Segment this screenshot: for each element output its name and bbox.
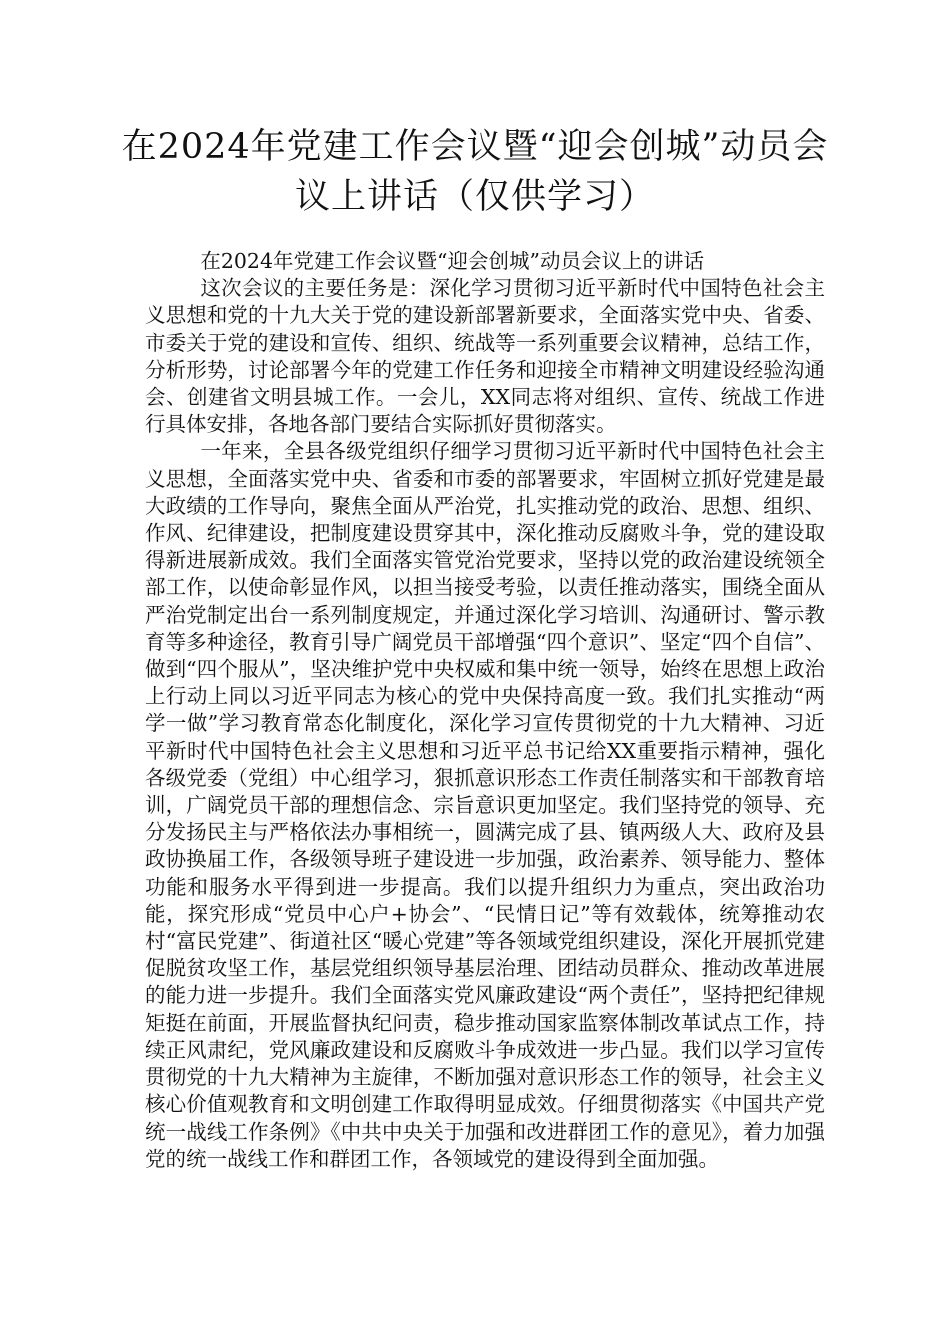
paragraph-tasks: 这次会议的主要任务是：深化学习贯彻习近平新时代中国特色社会主义思想和党的十九大关于党的建设新部署新要求，全面落实党中央、省委、市委关于党的建设和宣传、组织、统战等一系列重要会议精神，总结工作，分析形势，讨论部署今年的党建工作任务和迎接全市精神文明建设经验沟通会、创建省文明县城工作。一会儿，XX同志将对组织、宣传、统战工作进行具体安排，各地各部门要结合实际抓好贯彻落实。 [145,276,825,437]
paragraph-review: 一年来，全县各级党组织仔细学习贯彻习近平新时代中国特色社会主义思想，全面落实党中央、省委和市委的部署要求，牢固树立抓好党建是最大政绩的工作导向，聚焦全面从严治党，扎实推动党的政治、思想、组织、作风、纪律建设，把制度建设贯穿其中，深化推动反腐败斗争，党的建设取得新进展新成效。我们全面落实管党治党要求，坚持以党的政治建设统领全部工作，以使命彰显作风，以担当接受考验，以责任推动落实，围绕全面从严治党制定出台一系列制度规定，并通过深化学习培训、沟通研讨、警示教育等多种途径，教育引导广阔党员干部增强“四个意识”、坚定“四个自信”、做到“四个服从”，坚决维护党中央权威和集中统一领导，始终在思想上政治上行动上同以习近平同志为核心的党中央保持高度一致。我们扎实推动“两学一做”学习教育常态化制度化，深化学习宣传贯彻党的十九大精神、习近平新时代中国特色社会主义思想和习近平总书记给XX重要指示精神，强化各级党委（党组）中心组学习，狠抓意识形态工作责任制落实和干部教育培训，广阔党员干部的理想信念、宗旨意识更加坚定。我们坚持党的领导、充分发扬民主与严格依法办事相统一，圆满完成了县、镇两级人大、政府及县政协换届工作，各级领导班子建设进一步加强，政治素养、领导能力、整体功能和服务水平得到进一步提高。我们以提升组织力为重点，突出政治功能，探究形成“党员中心户+协会”、“民情日记”等有效载体，统筹推动农村“富民党建”、街道社区“暖心党建”等各领域党组织建设，深化开展抓党建促脱贫攻坚工作，基层党组织领导基层治理、团结动员群众、推动改革进展的能力进一步提升。我们全面落实党风廉政建设“两个责任”，坚持把纪律规矩挺在前面，开展监督执纪问责，稳步推动国家监察体制改革试点工作，持续正风肃纪，党风廉政建设和反腐败斗争成效进一步凸显。我们以学习宣传贯彻党的十九大精神为主旋律，不断加强对意识形态工作的领导，社会主义核心价值观教育和文明创建工作取得明显成效。仔细贯彻落实《中国共产党统一战线工作条例》《中共中央关于加强和改进群团工作的意见》，着力加强党的统一战线工作和群团工作，各领域党的建设得到全面加强。 [145,439,825,1171]
document-subtitle: 在2024年党建工作会议暨“迎会创城”动员会议上的讲话 [200,249,704,273]
document-body [145,248,825,1173]
document-title: 在2024年党建工作会议暨“迎会创城”动员会议上讲话（仅供学习） [121,127,829,217]
